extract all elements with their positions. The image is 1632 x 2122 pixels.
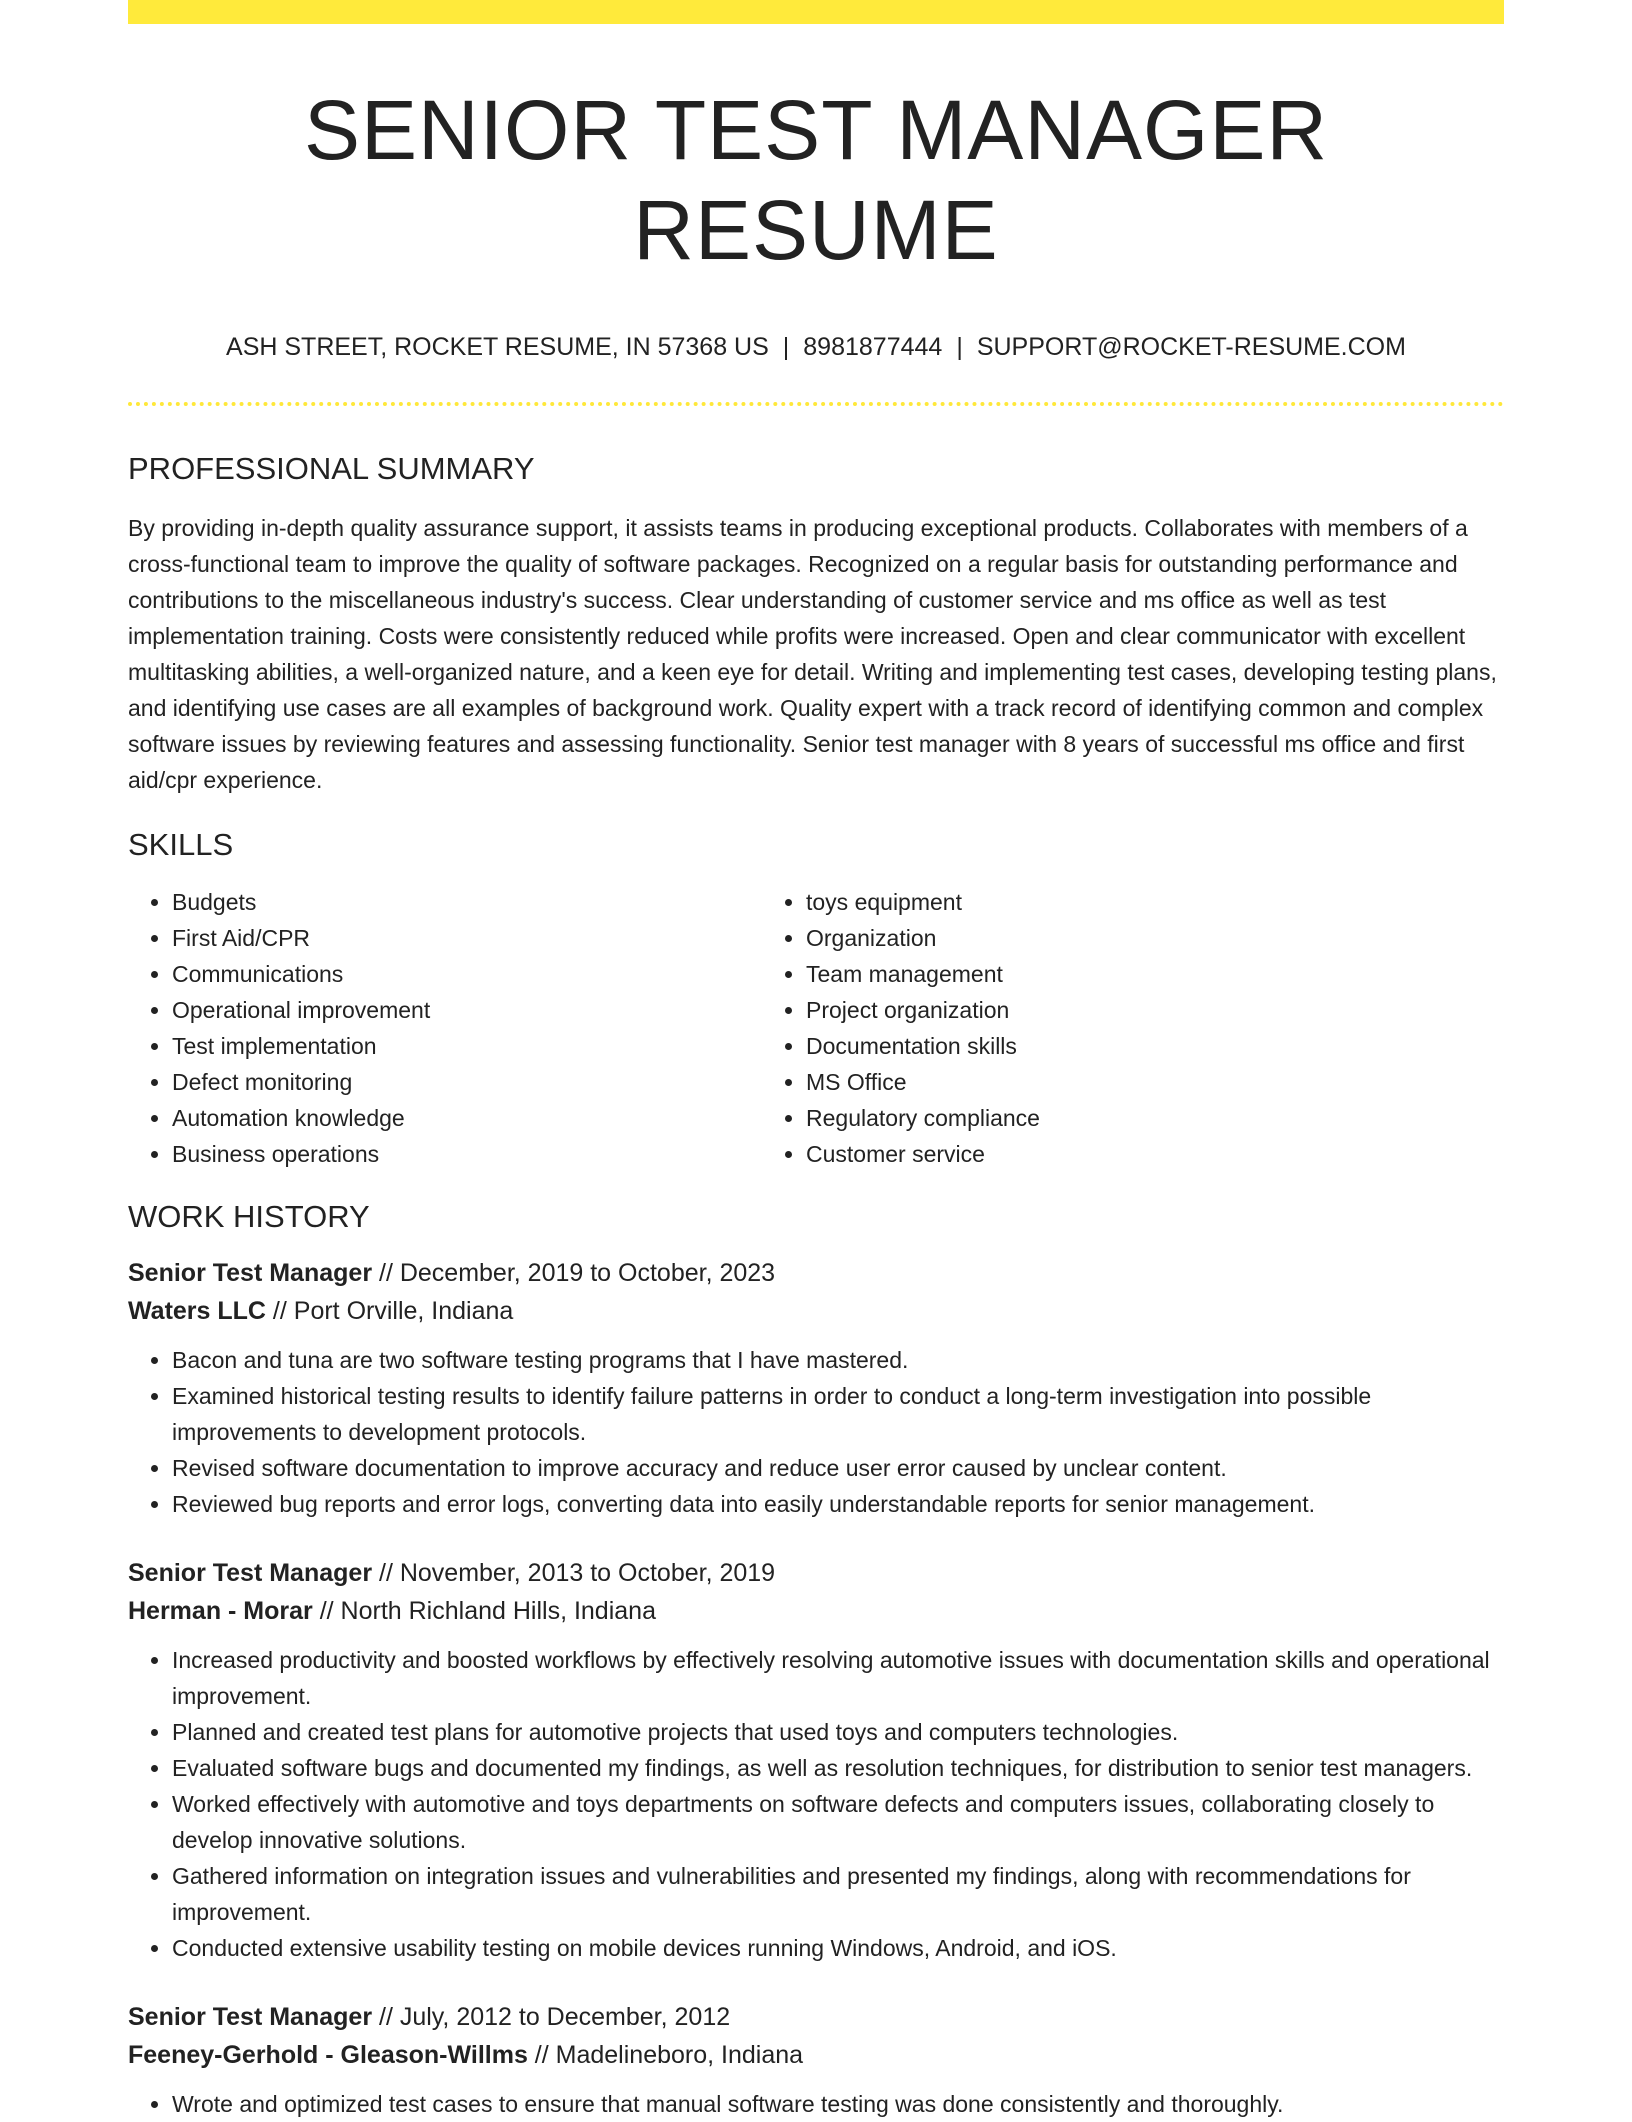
job-company: Herman - Morar — [128, 1597, 313, 1625]
job-company-line — [128, 2036, 1504, 2074]
skills-column-left — [128, 884, 762, 1172]
job-company: Feeney-Gerhold - Gleason-Willms — [128, 2041, 528, 2069]
job-dates: // November, 2013 to October, 2019 — [372, 1559, 776, 1587]
job-bullet: • Planned and created test plans for automotive projects that used toys and computers technologies. — [172, 1714, 1504, 1750]
skill-item: • MS Office — [806, 1064, 1396, 1100]
resume-page — [128, 0, 1504, 2122]
job-company-line — [128, 1592, 1504, 1630]
job-bullet: • Gathered information on integration issues and vulnerabilities and presented my findings, along with recommendations for improvement. — [172, 1858, 1504, 1930]
job-bullet-list — [128, 2086, 1504, 2122]
job-bullet: • Examined historical testing results to identify failure patterns in order to conduct a long-term investigation into possible improvements to development protocols. — [172, 1378, 1504, 1450]
job-company-line — [128, 1292, 1504, 1330]
job-title: Senior Test Manager — [128, 1259, 373, 1287]
job-location: // North Richland Hills, Indiana — [312, 1597, 656, 1625]
job-title-line — [128, 1998, 1504, 2036]
job-location: // Port Orville, Indiana — [265, 1297, 514, 1325]
job-title-line — [128, 1254, 1504, 1292]
job-bullet: • Bacon and tuna are two software testing programs that I have mastered. — [172, 1342, 1504, 1378]
job-title: Senior Test Manager — [128, 2003, 373, 2031]
resume-title: SENIOR TEST MANAGER RESUME — [303, 83, 1329, 277]
skills-list — [128, 884, 1504, 1172]
email-text: SUPPORT@ROCKET-RESUME.COM — [976, 333, 1406, 361]
accent-top-bar — [128, 0, 1504, 24]
skill-item: • Budgets — [172, 884, 762, 920]
skill-item: • Communications — [172, 956, 762, 992]
skill-item: • Test implementation — [172, 1028, 762, 1064]
skill-item: • Team management — [806, 956, 1396, 992]
job-bullet: • Evaluated software bugs and documented my findings, as well as resolution techniques, for distribution to senior test managers. — [172, 1750, 1504, 1786]
job-entry — [128, 1554, 1504, 1966]
skill-item: • Automation knowledge — [172, 1100, 762, 1136]
job-title-line — [128, 1554, 1504, 1592]
job-location: // Madelineboro, Indiana — [527, 2041, 804, 2069]
summary-paragraph: By providing in-depth quality assurance support, it assists teams in producing exceptional products. Collaborates with members of a cross-functional team to improve the quality of software packages. Recognized on a regular basis for outstanding performance and contributions to the miscellaneous industry's success. Clear understanding of customer service and ms office as well as test implementation training. Costs were consistently reduced while profits were increased. Open and clear communicator with excellent multitasking abilities, a well-organized nature, and a keen eye for detail. Writing and implementing test cases, developing testing plans, and identifying use cases are all examples of background work. Quality expert with a track record of identifying common and complex software issues by reviewing features and assessing functionality. Senior test manager with 8 years of successful ms office and first aid/cpr experience. — [128, 515, 1497, 793]
contact-separator: | — [782, 333, 790, 361]
job-company: Waters LLC — [128, 1297, 266, 1325]
job-bullet: • Conducted extensive usability testing on mobile devices running Windows, Android, and iOS. — [172, 1930, 1504, 1966]
skill-item: • First Aid/CPR — [172, 920, 762, 956]
job-bullet: • Wrote and optimized test cases to ensure that manual software testing was done consistently and thoroughly. — [172, 2086, 1504, 2122]
skill-item: • Documentation skills — [806, 1028, 1396, 1064]
job-bullet: • Worked effectively with automotive and toys departments on software defects and computers issues, collaborating closely to develop innovative solutions. — [172, 1786, 1504, 1858]
job-bullet: • Increased productivity and boosted workflows by effectively resolving automotive issues with documentation skills and operational improvement. — [172, 1642, 1504, 1714]
job-bullet: • Reviewed bug reports and error logs, converting data into easily understandable reports for senior management. — [172, 1486, 1504, 1522]
skill-item: • toys equipment — [806, 884, 1396, 920]
job-bullet-list — [128, 1642, 1504, 1966]
job-entry — [128, 1998, 1504, 2122]
summary-heading: PROFESSIONAL SUMMARY — [128, 451, 535, 486]
contact-separator: | — [956, 333, 963, 361]
job-bullet: • Revised software documentation to improve accuracy and reduce user error caused by unclear content. — [172, 1450, 1504, 1486]
job-entry — [128, 1254, 1504, 1522]
phone-text: 8981877444 — [803, 333, 943, 361]
skill-item: • Customer service — [806, 1136, 1396, 1172]
skills-heading: SKILLS — [128, 827, 234, 862]
skill-item: • Defect monitoring — [172, 1064, 762, 1100]
skills-column-right — [762, 884, 1396, 1172]
job-title: Senior Test Manager — [128, 1559, 373, 1587]
contact-line — [128, 332, 1504, 362]
skill-item: • Business operations — [172, 1136, 762, 1172]
job-dates: // December, 2019 to October, 2023 — [372, 1259, 776, 1287]
skill-item: • Project organization — [806, 992, 1396, 1028]
job-dates: // July, 2012 to December, 2012 — [372, 2003, 731, 2031]
skill-item: • Organization — [806, 920, 1396, 956]
work-history-heading: WORK HISTORY — [128, 1199, 370, 1234]
skill-item: • Operational improvement — [172, 992, 762, 1028]
job-bullet-list — [128, 1342, 1504, 1522]
address-text: ASH STREET, ROCKET RESUME, IN 57368 US — [226, 333, 769, 361]
dotted-divider — [128, 402, 1504, 406]
skill-item: • Regulatory compliance — [806, 1100, 1396, 1136]
